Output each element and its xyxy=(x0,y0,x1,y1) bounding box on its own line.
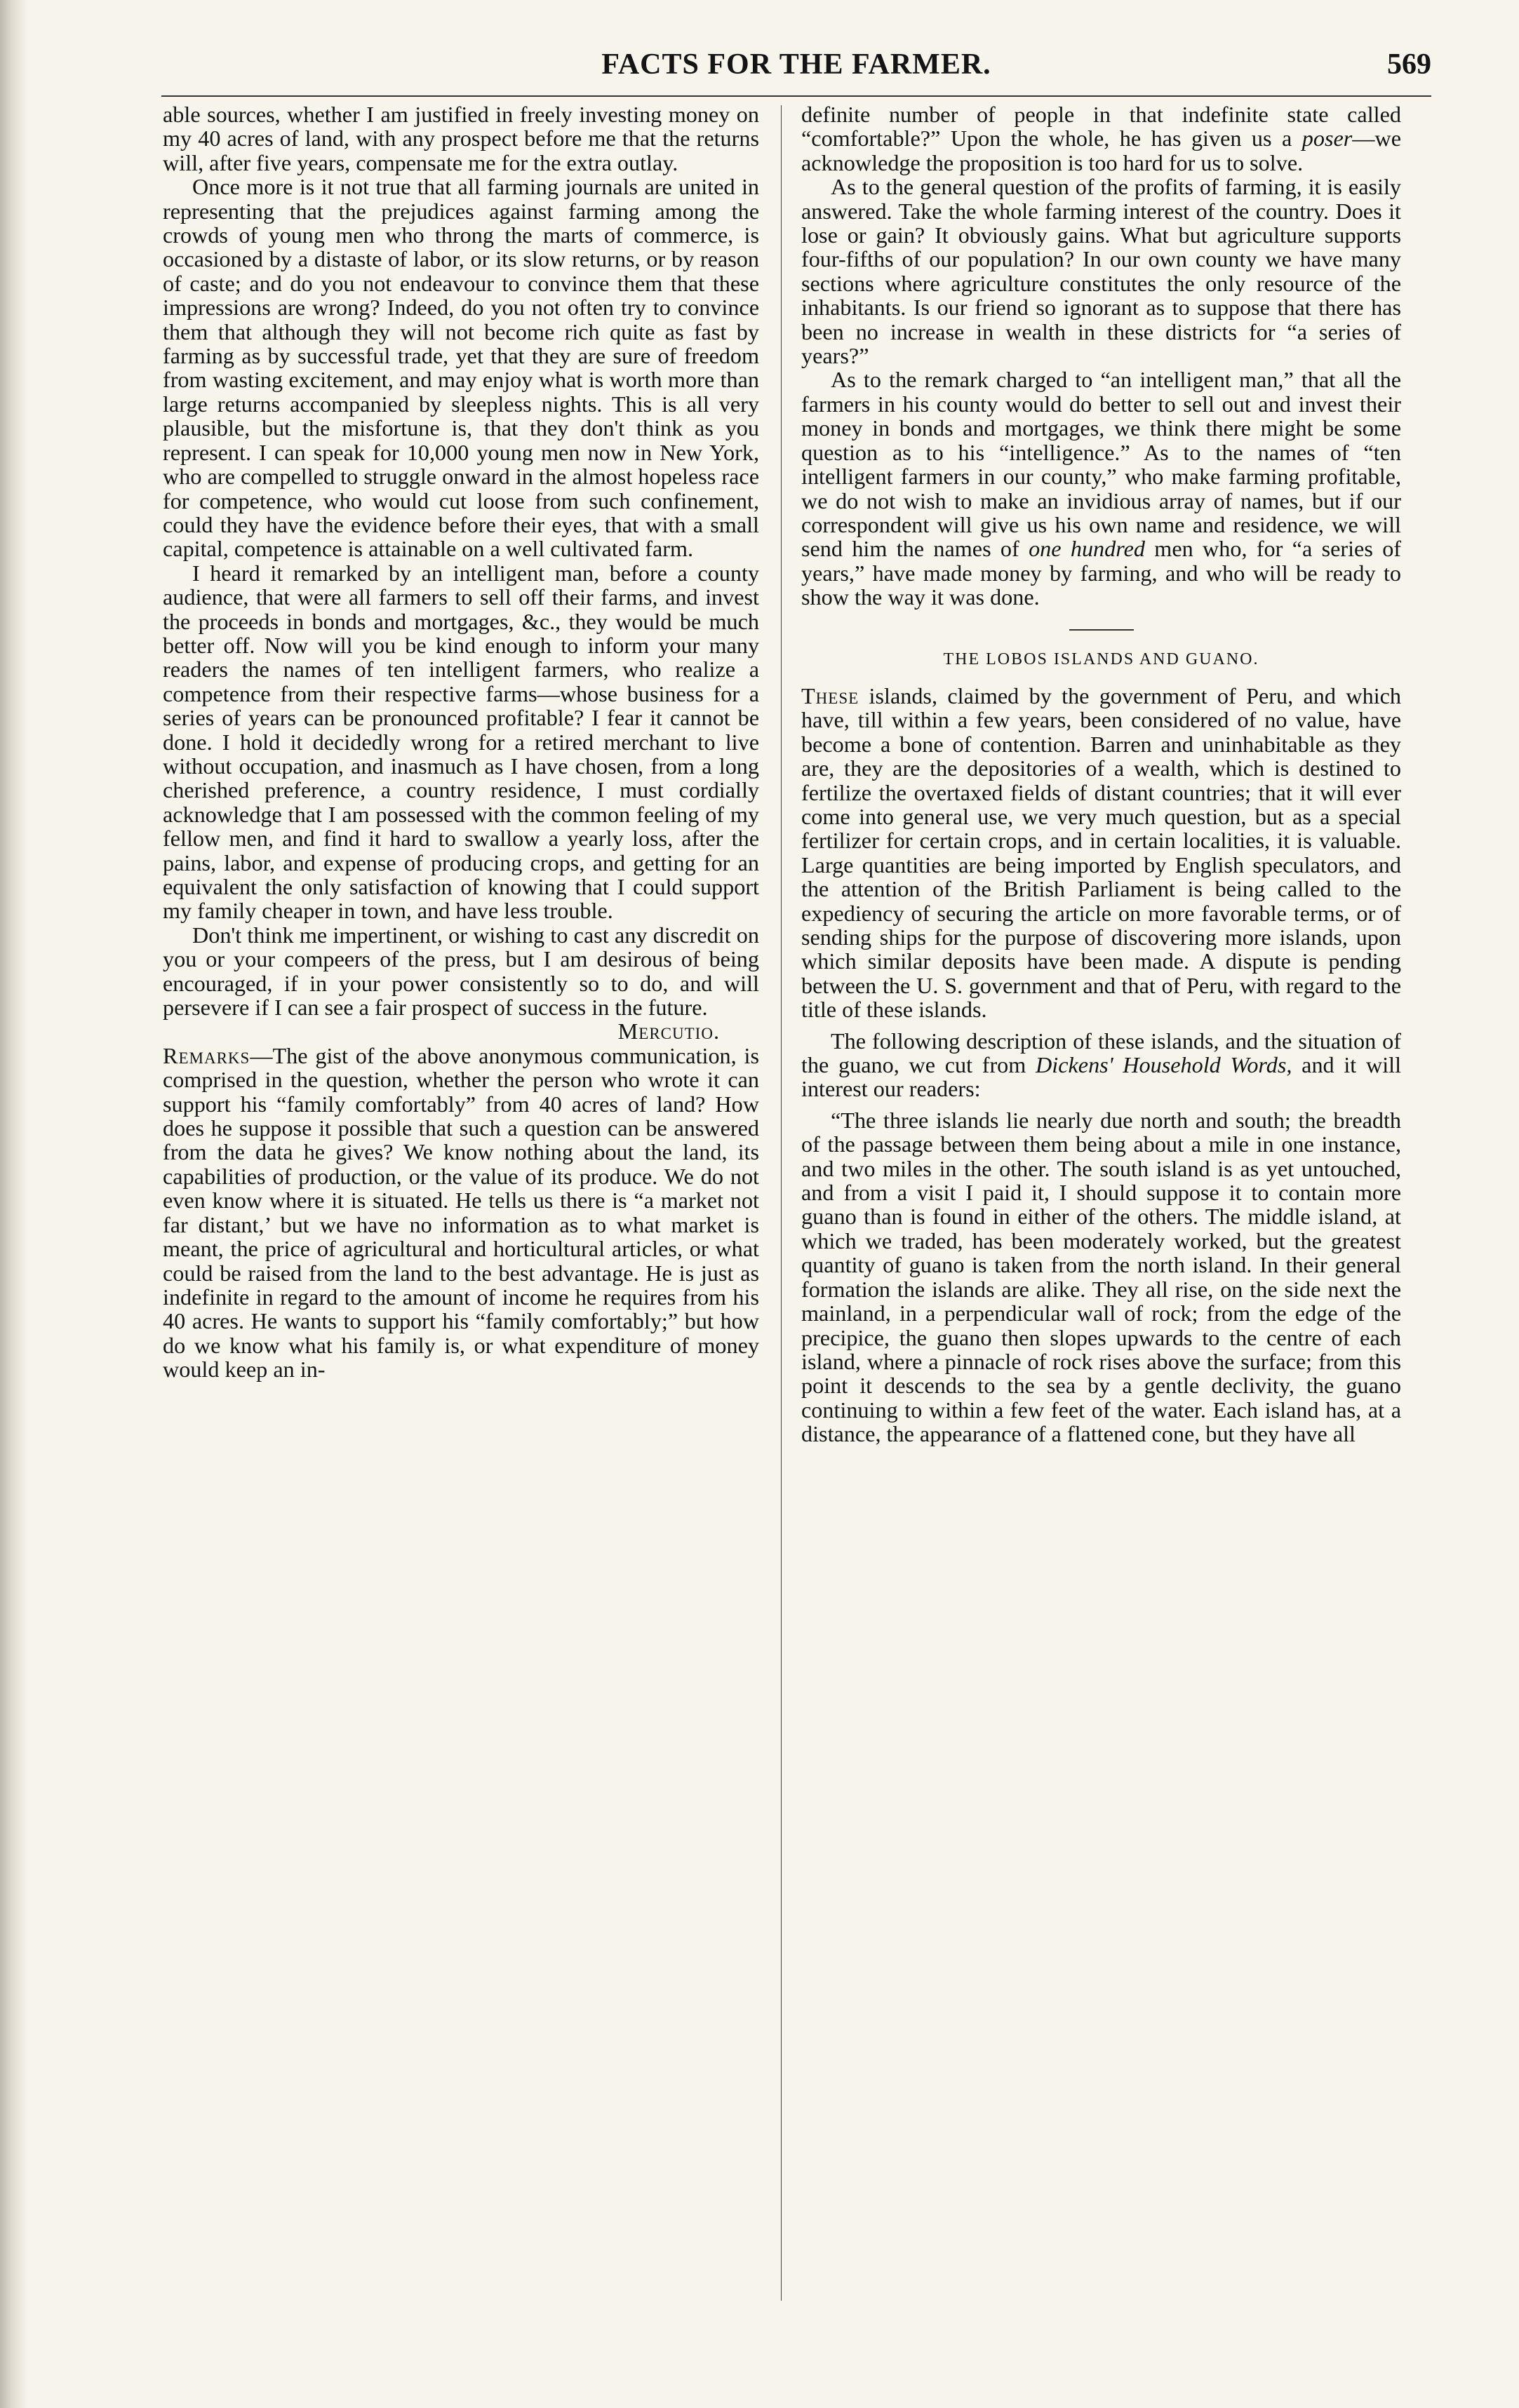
italic-text: Dickens' Household Words, xyxy=(1036,1052,1292,1078)
text-run: As to the remark charged to “an intelligent man,” that all the farmers in his county would do better to sell out and invest their money in bonds and mortgages, we think there might be some question as to his “intelligence.” As to the names of “ten intelligent farmers in our county,” who make farming profitable, we do not wish to make an invidious array of names, but if our correspondent will give us his own name and residence, we will send him the names of xyxy=(801,367,1401,562)
page-header xyxy=(161,48,1431,97)
paragraph: Don't think me impertinent, or wishing to cast any discredit on you or your compeers of the press, but I am desirous of being encouraged, if in your power consistently so to do, and will persevere if I can see a fair prospect of success in the future. xyxy=(163,922,759,1021)
paragraph: “The three islands lie nearly due north and south; the breadth of the passage between them being about a mile in one instance, and two miles in the other. The south island is as yet untouched, and from a visit I paid it, I should suppose it to contain more guano than is found in either of the others. The middle island, at which we traded, has been moderately worked, but the greatest quantity of guano is taken from the north island. In their general formation the islands are alike. They all rise, on the side next the mainland, in a perpendicular wall of rock; from the edge of the precipice, the guano then slopes upwards to the centre of each island, where a pinnacle of rock rises above the surface; from this point it descends to the sea by a gentle declivity, the guano continuing to within a few feet of the water. Each island has, at a distance, the appearance of a flattened cone, but they have all xyxy=(801,1107,1401,1447)
text-run: islands, claimed by the government of Peru, and which have, till within a few years, been considered of no value, have become a bone of contention. Barren and uninhabitable as they are, they are the depositories of a wealth, which is destined to fertilize the overtaxed fields of distant countries; that it will ever come into general use, we very much question, but as a special fertilizer for certain crops, and in certain localities, it is valuable. Large quantities are being imported by English speculators, and the attention of the British Parliament is being called to the expediency of securing the article on more favorable terms, or of sending ships for the purpose of discovering more islands, upon which similar deposits have been made. A dispute is pending between the U. S. government and that of Peru, with regard to the title of these islands. xyxy=(801,682,1402,1023)
remarks-paragraph xyxy=(163,1044,759,1382)
header-rule xyxy=(161,95,1431,97)
section-title: THE LOBOS ISLANDS AND GUANO. xyxy=(943,650,1259,668)
text-run: and it will interest our readers: xyxy=(801,1052,1402,1102)
text-run: men who, for “a series of years,” have made money by farming, and who will be ready to show the way it was done. xyxy=(801,536,1402,610)
paragraph xyxy=(801,684,1401,1022)
remarks-text: —The gist of the above anonymous communication, is comprised in the question, whether the person who wrote it can support his “family comfortably” from 40 acres of land? How does he suppose it possible that such a question can be answered from the data he gives? We know nothing about the land, its capabilities of production, or the value of its produce. We do not even know where it is situated. He tells us there is “a market not far distant,’ but we have no information as to what market is meant, the price of agricultural and horticultural articles, or what could be raised from the land to the best advantage. He is just as indefinite in regard to the amount of income he requires from his 40 acres. He wants to support his “family comfortably;” but how do we know what his family is, or what expenditure of money would keep an in- xyxy=(163,1042,759,1383)
section-rule xyxy=(1069,629,1134,631)
right-column xyxy=(801,102,1401,2305)
text-run: definite number of people in that indefinite state called “comfortable?” Upon the whole, he has given us a xyxy=(801,102,1401,152)
binding-edge xyxy=(0,0,28,2408)
italic-text: poser xyxy=(1301,126,1353,152)
lead-word: These xyxy=(801,682,859,708)
paragraph: As to the general question of the profits of farming, it is easily answered. Take the whole farming interest of the country. Does it lose or gain? It obviously gains. What but agriculture supports four-fifths of our population? In our own county we have many sections where agriculture constitutes the only resource of the inhabitants. Is our friend so ignorant as to suppose that there has been no increase in wealth in these districts for “a series of years?” xyxy=(801,174,1401,369)
text-run: —we acknowledge the proposition is too hard for us to solve. xyxy=(801,126,1402,175)
page-number: 569 xyxy=(1387,48,1431,81)
paragraph: I heard it remarked by an intelligent man, before a county audience, that were all farmers to sell off their farms, and invest the proceeds in bonds and mortgages, &c., they would be much better off. Now will you be kind enough to inform your many readers the names of ten intelligent farmers, who realize a competence from their respective farms—whose business for a series of years can be pronounced profitable? I fear it cannot be done. I hold it decidedly wrong for a retired merchant to live without occupation, and inasmuch as I have chosen, from a long cherished preference, a country residence, I must cordially acknowledge that I am possessed with the common feeling of my fellow men, and find it hard to swallow a yearly loss, after the pains, labor, and expense of producing crops, and getting for an equivalent the only satisfaction of knowing that I could support my family cheaper in town, and have less trouble. xyxy=(163,560,759,924)
author-signature: Mercutio. xyxy=(617,1018,720,1044)
paragraph xyxy=(801,1029,1401,1101)
left-column xyxy=(163,102,759,2305)
remarks-lead: Remarks xyxy=(163,1042,250,1068)
column-divider xyxy=(781,105,782,2301)
paragraph: Once more is it not true that all farming journals are united in representing that the prejudices against farming among the crowds of young men who throng the marts of commerce, is occasioned by a distaste of labor, or its slow returns, or by reason of caste; and do you not endeavour to convince them that these impressions are wrong? Indeed, do you not often try to convince them that although they will not become rich quite as fast by farming as by successful trade, yet that they are sure of freedom from wasting excitement, and may enjoy what is worth more than large returns accompanied by sleepless nights. This is all very plausible, but the misfortune is, that they don't think as you represent. I can speak for 10,000 young men now in New York, who are compelled to struggle onward in the almost hopeless race for competence, who would cut loose from such confinement, could they have the evidence before their eyes, that with a small capital, competence is attainable on a well cultivated farm. xyxy=(163,174,759,562)
paragraph xyxy=(801,368,1401,609)
text-run: The following description of these islands, and the situation of the guano, we cut from xyxy=(801,1028,1401,1078)
italic-text: one hundred xyxy=(1029,536,1145,562)
paragraph xyxy=(801,102,1401,175)
paragraph: able sources, whether I am justified in freely investing money on my 40 acres of land, with any prospect before me that the returns will, after five years, compensate me for the extra outlay. xyxy=(163,102,759,175)
running-title: FACTS FOR THE FARMER. xyxy=(601,48,991,81)
